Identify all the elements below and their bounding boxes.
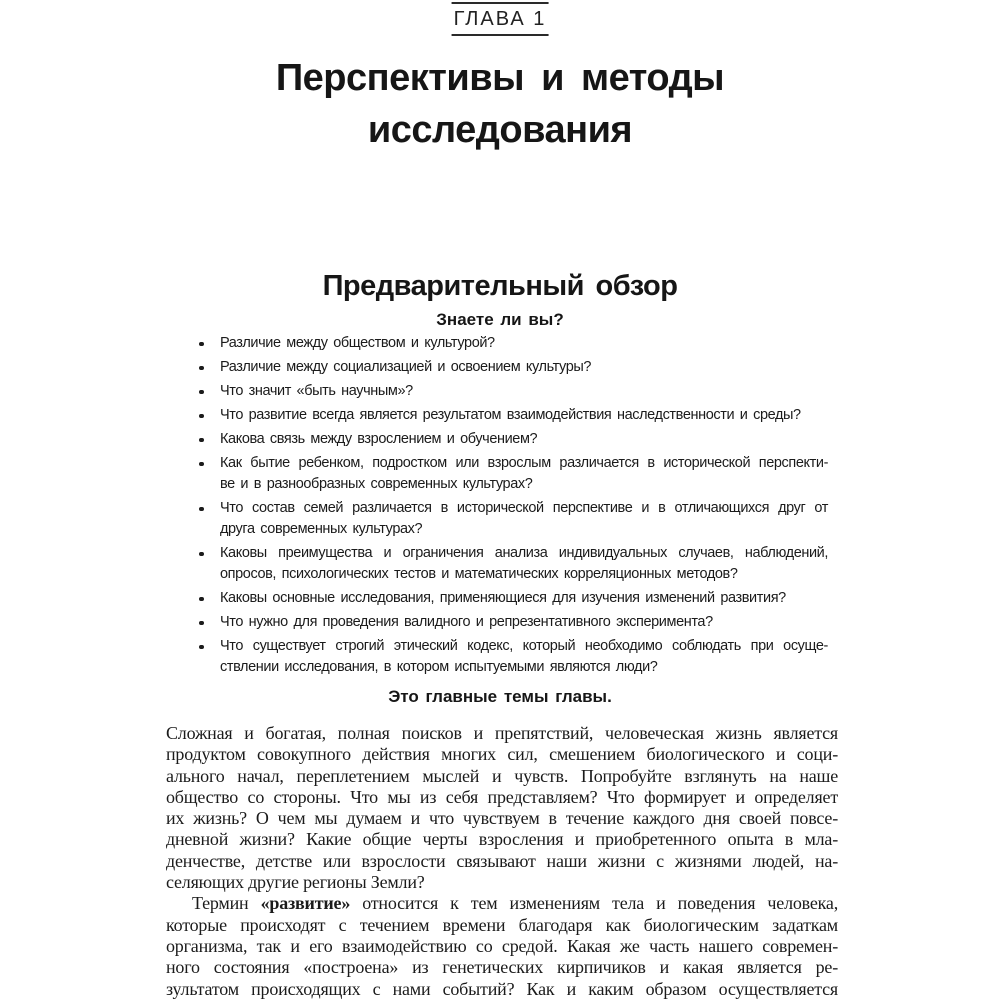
list-item-text: Что состав семей различается в исторической перспективе и в отличающихся друг от xyxy=(220,500,828,516)
body-paragraph-2 xyxy=(166,893,838,999)
body-line-segment: относится к тем изменениям тела и поведения человека, xyxy=(350,893,838,914)
body-line: ного состояния «построена» из генетических кирпичиков и какая является ре- xyxy=(166,957,838,978)
preview-question-list xyxy=(196,333,828,681)
body-line: их жизнь? О чем мы думаем и что чувствуем в течение каждого дня своей повсе- xyxy=(166,808,838,829)
preview-closing-note: Это главные темы главы. xyxy=(388,687,612,706)
list-item-text: Какова связь между взрослением и обучением? xyxy=(220,431,538,447)
list-item-text: ствлении исследования, в котором испытуемыми являются люди? xyxy=(220,659,658,675)
list-item-text: Что развитие всегда является результатом взаимодействия наследственности и среды? xyxy=(220,407,801,423)
list-item xyxy=(196,612,828,633)
list-item xyxy=(196,498,828,540)
list-item xyxy=(196,429,828,450)
page-title-line-1: Перспективы и методы xyxy=(275,57,725,99)
list-item-text: Что существует строгий этический кодекс, который необходимо соблюдать при осуще- xyxy=(220,638,828,654)
list-item-text: Что нужно для проведения валидного и репрезентативного эксперимента? xyxy=(220,614,713,630)
body-line: ального начал, переплетением мыслей и чувств. Попробуйте взглянуть на наше xyxy=(166,765,838,786)
body-line: зультатом происходящих с нами событий? Как и каким образом осуществляется xyxy=(166,978,838,999)
list-item-text: Различие между обществом и культурой? xyxy=(220,335,495,351)
list-item-text: опросов, психологических тестов и математических корреляционных методов? xyxy=(220,566,738,582)
list-item-text: Различие между социализацией и освоением культуры? xyxy=(220,359,592,375)
list-item-text: Что значит «быть научным»? xyxy=(220,383,413,399)
body-line: дневной жизни? Какие общие черты взросления и приобретенного опыта в мла- xyxy=(166,829,838,850)
list-item xyxy=(196,543,828,585)
body-line: которые происходят с течением времени благодаря как биологическим задаткам xyxy=(166,914,838,935)
body-line: селяющих другие регионы Земли? xyxy=(166,872,425,893)
body-text xyxy=(166,723,838,1000)
list-item xyxy=(196,636,828,678)
body-line-segment: Термин xyxy=(192,893,261,914)
page-title xyxy=(0,52,1000,156)
list-item-text: друга современных культурах? xyxy=(220,521,423,537)
list-item xyxy=(196,453,828,495)
list-item xyxy=(196,381,828,402)
body-line: организма, так и его взаимодействию со средой. Какая же часть нашего современ- xyxy=(166,935,838,956)
list-item-text: Как бытие ребенком, подростком или взрослым различается в исторической перспекти- xyxy=(220,455,828,471)
preview-subheading: Знаете ли вы? xyxy=(436,310,564,329)
body-paragraph-1 xyxy=(166,723,838,893)
list-item-text: Каковы основные исследования, применяющиеся для изучения изменений развития? xyxy=(220,590,786,606)
list-item-text: ве и в разнообразных современных культурах? xyxy=(220,476,533,492)
body-line: Сложная и богатая, полная поисков и препятствий, человеческая жизнь является xyxy=(166,723,838,743)
list-item xyxy=(196,405,828,426)
preview-heading: Предварительный обзор xyxy=(322,270,678,302)
body-line: общество со стороны. Что мы из себя представляем? Что формирует и определяет xyxy=(166,786,838,807)
list-item xyxy=(196,588,828,609)
page-title-line-2: исследования xyxy=(367,109,633,151)
chapter-label: ГЛАВА 1 xyxy=(452,2,549,36)
list-item-text: Каковы преимущества и ограничения анализа индивидуальных случаев, наблюдений, xyxy=(220,545,828,561)
list-item xyxy=(196,357,828,378)
body-line: продуктом совокупного действия многих сил, смешением биологического и соци- xyxy=(166,744,838,765)
body-line xyxy=(166,893,838,914)
body-line: денчестве, детстве или взрослости связывают наши жизни с жизнями людей, на- xyxy=(166,850,838,871)
list-item xyxy=(196,333,828,354)
term-development: «развитие» xyxy=(260,893,351,914)
